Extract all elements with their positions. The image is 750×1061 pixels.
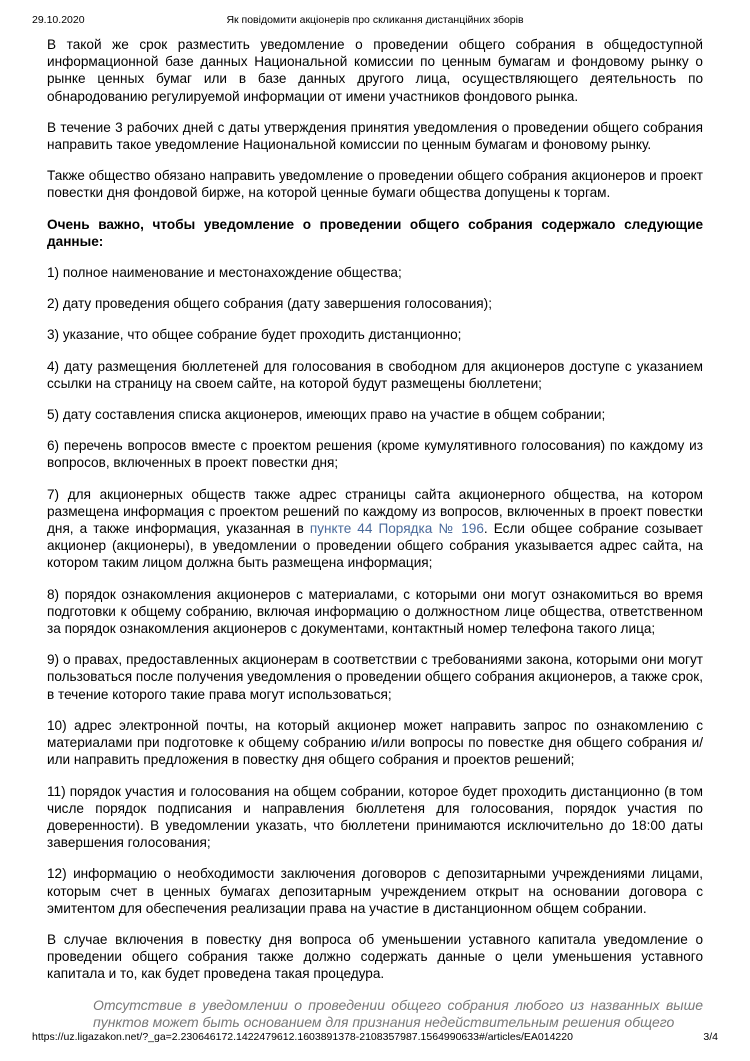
header-date: 29.10.2020 [32,14,85,26]
header-title: Як повідомити акціонерів про скликання дистанційних зборів [226,14,524,26]
list-item: 11) порядок участия и голосования на общем собрании, которое будет проходить дистанционно (в том числе порядок подписания и направления бюллетеня для голосования, порядок участия по доверенности). В уведомлении указать, что бюллетени принимаются исключительно до 18:00 даты завершения голосования; [47,783,703,851]
list-item: 12) информацию о необходимости заключения договоров с депозитарными учреждениями лицами, которым счет в ценных бумагах депозитарным учреждением открыт на основании договора с эмитентом для обеспечения реализации права на участие в дистанционном общем собрании. [47,866,703,916]
paragraph: Также общество обязано направить уведомление о проведении общего собрания акционеров и проект повестки дня фондовой бирже, на которой ценные бумаги общества допущены к торгам. [47,168,703,201]
article-body [47,36,703,1045]
italic-quote: Отсутствие в уведомлении о проведении общего собрания любого из названных выше пунктов может быть основанием для признания недействительным решения общего [93,996,703,1030]
list-item: 4) дату размещения бюллетеней для голосования в свободном для акционеров доступе с указанием ссылки на страницу на своем сайте, на которой будут размещены бюллетени; [47,358,703,391]
list-item: 9) о правах, предоставленных акционерам в соответствии с требованиями закона, которыми они могут пользоваться после получения уведомления о проведении общего собрания акционеров, а также срок, в течение которого такие права могут использоваться; [47,652,703,702]
list-item: 1) полное наименование и местонахождение общества; [47,265,402,281]
list-item: 3) указание, что общее собрание будет проходить дистанционно; [47,327,462,343]
page-number: 3/4 [703,1031,718,1043]
paragraph: В такой же срок разместить уведомление о проведении общего собрания в общедоступной информационной базе данных Национальной комиссии по ценным бумагам и фондовому рынку о рынке ценных бумаг или в базе данных другого лица, осуществляющего деятельность по обнародованию регулируемой информации от имени участников фондового рынка. [47,37,703,104]
list-item: 5) дату составления списка акционеров, имеющих право на участие в общем собрании; [47,407,606,423]
paragraph: В течение 3 рабочих дней с даты утверждения принятия уведомления о проведении общего собрания направить такое уведомление Национальной комиссии по ценным бумагам и фоновому рынку. [47,119,703,153]
footer-url: https://uz.ligazakon.net/?_ga=2.230646172.1422479612.1603891378-2108357987.1564990633#/articles/EA014220 [32,1031,573,1043]
list-item: 8) порядок ознакомления акционеров с материалами, с которыми они могут ознакомиться во время подготовки к общему собранию, включая информацию о должностном лице общества, ответственном за порядок ознакомления акционеров с документами, контактный номер телефона такого лица; [47,586,703,637]
list-item [47,486,703,572]
list-item: 6) перечень вопросов вместе с проектом решения (кроме кумулятивного голосования) по каждому из вопросов, включенных в проект повестки дня; [47,438,703,471]
page-header [32,14,718,28]
paragraph: В случае включения в повестку дня вопроса об уменьшении уставного капитала уведомление о проведении общего собрания также должно содержать данные о цели уменьшения уставного капитала и то, как будет проведена такая процедура. [47,931,703,982]
order-196-link[interactable]: пункте 44 Порядка № 196 [309,521,484,537]
list-item: 2) дату проведения общего собрания (дату завершения голосования); [47,296,492,312]
list-item-text: . Если общее собрание созывает акционер (акционеры), в уведомлении о проведении общего собрания указывается адрес сайта, на котором таким лицом должна быть размещена информация; [47,521,703,571]
page-footer [32,1031,718,1045]
list-item: 10) адрес электронной почты, на который акционер может направить запрос по ознакомлению с материалами при подготовке к общему собранию и/или вопросы по повестке дня общего собрания и/или направить предложения в повестку дня общего собрания и проектов решений; [47,717,703,768]
list-item-text: 7) для акционерных обществ также адрес страницы сайта акционерного общества, на котором размещена информация с проектом решений по каждому из вопросов, включенных в проект повестки дня, а также информация, указанная в [47,486,703,537]
bold-heading: Очень важно, чтобы уведомление о проведении общего собрания содержало следующие данные: [47,216,703,249]
